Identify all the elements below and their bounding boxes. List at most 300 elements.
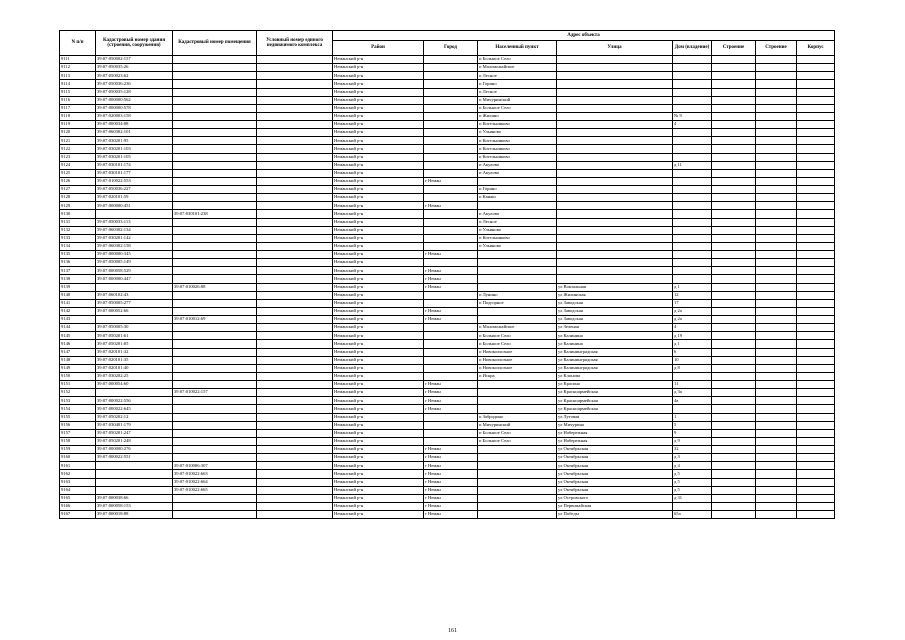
cell-street	[557, 267, 673, 275]
cell-street: ул Октябрьская	[557, 470, 673, 478]
cell-uniq-num	[257, 454, 333, 462]
cell-structure	[756, 283, 797, 291]
cell-district: Неманский р-н	[333, 405, 424, 413]
cell-cad-building: 39:07:050036:236	[96, 80, 173, 88]
cell-uniq-num	[257, 202, 333, 210]
cell-city: г Неман	[424, 446, 478, 454]
table-row	[60, 210, 835, 218]
cell-uniq-num	[257, 104, 333, 112]
cell-city: г Неман	[424, 502, 478, 510]
col-uniq-num-header: Условный номер единого недвижимого комплекса	[257, 31, 333, 56]
cell-corpus	[797, 88, 835, 96]
cell-house	[673, 80, 712, 88]
cell-house: д 2а	[673, 307, 712, 315]
table-row	[60, 64, 835, 72]
cell-corpus	[797, 454, 835, 462]
cell-corpus	[797, 381, 835, 389]
cell-settlement	[478, 470, 557, 478]
cell-cad-room	[173, 332, 257, 340]
cell-district: Неманский р-н	[333, 242, 424, 250]
cell-street	[557, 145, 673, 153]
cell-settlement: п Большое Село	[478, 340, 557, 348]
cell-settlement: п Горино	[478, 186, 557, 194]
cell-settlement: п Акулово	[478, 161, 557, 169]
cell-cad-building	[96, 389, 173, 397]
table-row	[60, 283, 835, 291]
cell-structure	[756, 226, 797, 234]
cell-building	[712, 454, 756, 462]
table-row	[60, 169, 835, 177]
cell-num: 9165	[60, 494, 96, 502]
cell-cad-room	[173, 121, 257, 129]
cell-district: Неманский р-н	[333, 202, 424, 210]
cell-num: 9132	[60, 226, 96, 234]
cell-corpus	[797, 332, 835, 340]
cell-structure	[756, 356, 797, 364]
cell-settlement: п Акулово	[478, 210, 557, 218]
cell-cad-room	[173, 348, 257, 356]
cell-cad-building: 39:07:030201:103	[96, 145, 173, 153]
cell-district: Неманский р-н	[333, 226, 424, 234]
cell-corpus	[797, 324, 835, 332]
cell-structure	[756, 446, 797, 454]
cell-settlement: п Котельниково	[478, 121, 557, 129]
cell-building	[712, 348, 756, 356]
cell-settlement	[478, 251, 557, 259]
cell-district: Неманский р-н	[333, 372, 424, 380]
cell-city: г Неман	[424, 486, 478, 494]
cell-house: д 4	[673, 462, 712, 470]
cell-building	[712, 194, 756, 202]
cell-settlement: п Большое Село	[478, 104, 557, 112]
cell-structure	[756, 381, 797, 389]
cell-cad-building: 39:07:060302:134	[96, 226, 173, 234]
cell-street	[557, 121, 673, 129]
cell-num: 9118	[60, 112, 96, 120]
cell-house	[673, 218, 712, 226]
cell-structure	[756, 502, 797, 510]
cell-uniq-num	[257, 397, 333, 405]
cell-corpus	[797, 202, 835, 210]
cell-building	[712, 364, 756, 372]
table-row	[60, 299, 835, 307]
cell-structure	[756, 202, 797, 210]
cell-num: 9161	[60, 462, 96, 470]
cell-uniq-num	[257, 299, 333, 307]
cell-building	[712, 153, 756, 161]
cell-corpus	[797, 478, 835, 486]
cell-num: 9142	[60, 307, 96, 315]
table-row	[60, 332, 835, 340]
table-row	[60, 348, 835, 356]
cell-settlement: п Маломожайское	[478, 64, 557, 72]
cell-building	[712, 397, 756, 405]
cell-building	[712, 177, 756, 185]
cell-street: ул Заводская	[557, 299, 673, 307]
cell-corpus	[797, 64, 835, 72]
cell-cad-room	[173, 104, 257, 112]
cell-num: 9143	[60, 316, 96, 324]
cell-num: 9130	[60, 210, 96, 218]
cell-street	[557, 112, 673, 120]
cell-settlement: п Искра	[478, 372, 557, 380]
cell-uniq-num	[257, 462, 333, 470]
cell-house	[673, 405, 712, 413]
cell-cad-building: 39:07:020101:35	[96, 356, 173, 364]
cell-house: д 3а	[673, 389, 712, 397]
cell-house: 11	[673, 381, 712, 389]
cell-cad-room	[173, 397, 257, 405]
cell-district: Неманский р-н	[333, 129, 424, 137]
cell-house	[673, 372, 712, 380]
cell-building	[712, 494, 756, 502]
cell-settlement: п Мичуринский	[478, 421, 557, 429]
table-row	[60, 72, 835, 80]
cell-city	[424, 194, 478, 202]
cell-corpus	[797, 226, 835, 234]
cell-num: 9137	[60, 267, 96, 275]
cell-district: Неманский р-н	[333, 80, 424, 88]
cell-district: Неманский р-н	[333, 259, 424, 267]
cell-city	[424, 226, 478, 234]
cell-structure	[756, 348, 797, 356]
cell-street	[557, 137, 673, 145]
cell-city	[424, 332, 478, 340]
cell-uniq-num	[257, 88, 333, 96]
cell-cad-room	[173, 234, 257, 242]
cell-city	[424, 169, 478, 177]
table-row	[60, 413, 835, 421]
cell-house	[673, 145, 712, 153]
cell-cad-room	[173, 446, 257, 454]
cell-house	[673, 88, 712, 96]
cell-cad-building: 39:07:030101:177	[96, 169, 173, 177]
cell-cad-building: 39:07:050201:61	[96, 332, 173, 340]
cell-corpus	[797, 511, 835, 519]
cell-street: ул Набережная	[557, 437, 673, 445]
table-row	[60, 511, 835, 519]
cell-cad-building: 39:07:050202:12	[96, 413, 173, 421]
cell-cad-building: 39:07:050005:277	[96, 299, 173, 307]
cell-cad-room	[173, 145, 257, 153]
cell-structure	[756, 307, 797, 315]
cell-building	[712, 446, 756, 454]
cell-corpus	[797, 267, 835, 275]
cell-corpus	[797, 80, 835, 88]
cell-structure	[756, 186, 797, 194]
cell-cad-building: 39:07:030201:142	[96, 234, 173, 242]
cell-city: г Неман	[424, 251, 478, 259]
cell-corpus	[797, 316, 835, 324]
cell-district: Неманский р-н	[333, 429, 424, 437]
cell-num: 9111	[60, 56, 96, 64]
table-row	[60, 267, 835, 275]
cell-structure	[756, 397, 797, 405]
table-row	[60, 364, 835, 372]
cell-uniq-num	[257, 332, 333, 340]
cell-corpus	[797, 283, 835, 291]
cell-cad-room	[173, 56, 257, 64]
cell-street: ул Жилинская	[557, 291, 673, 299]
cell-cad-room	[173, 356, 257, 364]
cell-num: 9129	[60, 202, 96, 210]
col-structure-header: Строение	[756, 41, 797, 56]
cell-structure	[756, 372, 797, 380]
cell-city	[424, 210, 478, 218]
table-row	[60, 502, 835, 510]
cell-uniq-num	[257, 413, 333, 421]
cell-uniq-num	[257, 340, 333, 348]
cell-city	[424, 96, 478, 104]
cell-house: 5	[673, 421, 712, 429]
cell-house	[673, 104, 712, 112]
cell-uniq-num	[257, 161, 333, 169]
cell-building	[712, 64, 756, 72]
cell-uniq-num	[257, 478, 333, 486]
cell-street: ул Калининградская	[557, 364, 673, 372]
cell-cad-room	[173, 324, 257, 332]
table-row	[60, 429, 835, 437]
cell-corpus	[797, 340, 835, 348]
cell-settlement	[478, 177, 557, 185]
cell-cad-building: 39:07:000000:578	[96, 104, 173, 112]
cell-structure	[756, 511, 797, 519]
col-num-header: N п/п	[60, 31, 96, 56]
table-row	[60, 251, 835, 259]
cell-settlement: п Большое Село	[478, 332, 557, 340]
cell-house: 17	[673, 299, 712, 307]
cell-corpus	[797, 96, 835, 104]
cell-street: ул Красноармейская	[557, 389, 673, 397]
cell-uniq-num	[257, 56, 333, 64]
cell-uniq-num	[257, 291, 333, 299]
cell-city	[424, 153, 478, 161]
cell-building	[712, 413, 756, 421]
cell-street: ул Калинина	[557, 332, 673, 340]
cell-street	[557, 242, 673, 250]
cell-cad-building: 39:07:010022:553	[96, 177, 173, 185]
cell-city: г Неман	[424, 381, 478, 389]
cell-house: д 1	[673, 283, 712, 291]
cell-corpus	[797, 251, 835, 259]
cell-num: 9141	[60, 299, 96, 307]
cell-num: 9139	[60, 283, 96, 291]
cell-settlement: п Ульяново	[478, 226, 557, 234]
cell-building	[712, 462, 756, 470]
cell-cad-room	[173, 381, 257, 389]
cell-corpus	[797, 291, 835, 299]
cell-district: Неманский р-н	[333, 470, 424, 478]
cell-street: ул Луговая	[557, 413, 673, 421]
cell-district: Неманский р-н	[333, 356, 424, 364]
cell-cad-room	[173, 275, 257, 283]
cell-street: ул Вокзальная	[557, 283, 673, 291]
cell-house: д 5	[673, 478, 712, 486]
cell-structure	[756, 324, 797, 332]
cell-settlement: п Котельниково	[478, 137, 557, 145]
cell-cad-building: 39:07:000052:66	[96, 307, 173, 315]
table-row	[60, 234, 835, 242]
cell-building	[712, 307, 756, 315]
cell-structure	[756, 210, 797, 218]
cell-district: Неманский р-н	[333, 283, 424, 291]
cell-corpus	[797, 161, 835, 169]
cell-district: Неманский р-н	[333, 364, 424, 372]
cell-cad-building: 39:07:060302:101	[96, 129, 173, 137]
table-row	[60, 397, 835, 405]
cell-cad-room	[173, 129, 257, 137]
cell-cad-room	[173, 88, 257, 96]
cell-num: 9114	[60, 80, 96, 88]
cell-structure	[756, 259, 797, 267]
cell-structure	[756, 129, 797, 137]
cell-uniq-num	[257, 381, 333, 389]
cell-uniq-num	[257, 259, 333, 267]
cell-num: 9113	[60, 72, 96, 80]
cell-uniq-num	[257, 112, 333, 120]
cell-num: 9116	[60, 96, 96, 104]
cell-uniq-num	[257, 486, 333, 494]
cell-corpus	[797, 429, 835, 437]
cell-cad-building	[96, 210, 173, 218]
table-row	[60, 291, 835, 299]
cell-district: Неманский р-н	[333, 478, 424, 486]
cell-corpus	[797, 470, 835, 478]
cell-house	[673, 153, 712, 161]
cell-district: Неманский р-н	[333, 275, 424, 283]
cell-street: ул Мичурина	[557, 421, 673, 429]
cell-building	[712, 186, 756, 194]
cell-cad-room	[173, 307, 257, 315]
cell-street: ул Октябрьская	[557, 446, 673, 454]
cell-city	[424, 421, 478, 429]
cell-building	[712, 283, 756, 291]
cell-building	[712, 478, 756, 486]
cell-corpus	[797, 405, 835, 413]
cell-cad-building: 39:07:030401:179	[96, 421, 173, 429]
cell-city	[424, 259, 478, 267]
cell-cad-building: 39:07:000058:153	[96, 502, 173, 510]
cell-district: Неманский р-н	[333, 348, 424, 356]
cell-building	[712, 356, 756, 364]
cell-structure	[756, 64, 797, 72]
cell-street: ул Заводская	[557, 307, 673, 315]
table-row	[60, 153, 835, 161]
cell-cad-room	[173, 72, 257, 80]
cell-district: Неманский р-н	[333, 340, 424, 348]
cell-city	[424, 372, 478, 380]
cell-district: Неманский р-н	[333, 234, 424, 242]
cell-cad-building: 39:07:000000:451	[96, 202, 173, 210]
cell-settlement: п Лесное	[478, 72, 557, 80]
table-row	[60, 454, 835, 462]
cell-district: Неманский р-н	[333, 161, 424, 169]
cell-city: г Неман	[424, 470, 478, 478]
cell-num: 9145	[60, 332, 96, 340]
cell-num: 9125	[60, 169, 96, 177]
cell-street	[557, 210, 673, 218]
cell-uniq-num	[257, 502, 333, 510]
cell-street: ул Набережная	[557, 429, 673, 437]
cell-settlement	[478, 502, 557, 510]
cell-uniq-num	[257, 177, 333, 185]
cell-corpus	[797, 218, 835, 226]
cell-structure	[756, 80, 797, 88]
cell-structure	[756, 421, 797, 429]
cell-cad-room	[173, 194, 257, 202]
cell-cad-room	[173, 153, 257, 161]
cell-city	[424, 121, 478, 129]
cell-city: г Неман	[424, 511, 478, 519]
cell-district: Неманский р-н	[333, 137, 424, 145]
cell-house: 4	[673, 324, 712, 332]
cell-settlement	[478, 381, 557, 389]
table-row	[60, 494, 835, 502]
cell-cad-room	[173, 169, 257, 177]
cell-num: 9147	[60, 348, 96, 356]
cell-house: 1	[673, 413, 712, 421]
cell-street: ул Калининградская	[557, 348, 673, 356]
cell-city	[424, 72, 478, 80]
cell-num: 9159	[60, 446, 96, 454]
cell-structure	[756, 96, 797, 104]
cell-district: Неманский р-н	[333, 153, 424, 161]
cell-house: д 2а	[673, 316, 712, 324]
cell-cad-building: 39:07:000000:562	[96, 96, 173, 104]
cell-district: Неманский р-н	[333, 486, 424, 494]
cell-num: 9131	[60, 218, 96, 226]
cell-city: г Неман	[424, 454, 478, 462]
cell-corpus	[797, 275, 835, 283]
cell-cad-room: 39:07:010022:663	[173, 470, 257, 478]
cell-uniq-num	[257, 364, 333, 372]
cell-cad-building: 39:07:020101:32	[96, 348, 173, 356]
cell-corpus	[797, 242, 835, 250]
cell-district: Неманский р-н	[333, 502, 424, 510]
cell-structure	[756, 413, 797, 421]
cell-corpus	[797, 446, 835, 454]
table-row	[60, 259, 835, 267]
cell-building	[712, 511, 756, 519]
cell-street: ул Островского	[557, 494, 673, 502]
cell-district: Неманский р-н	[333, 494, 424, 502]
cell-building	[712, 202, 756, 210]
cell-house: 10	[673, 356, 712, 364]
cell-corpus	[797, 307, 835, 315]
cell-corpus	[797, 104, 835, 112]
cell-building	[712, 169, 756, 177]
cell-corpus	[797, 413, 835, 421]
cell-corpus	[797, 112, 835, 120]
cell-city: г Неман	[424, 177, 478, 185]
cell-structure	[756, 169, 797, 177]
cell-corpus	[797, 494, 835, 502]
cell-house: д 5	[673, 486, 712, 494]
cell-structure	[756, 494, 797, 502]
cell-cad-room	[173, 226, 257, 234]
cell-city	[424, 145, 478, 153]
cell-num: 9135	[60, 251, 96, 259]
cell-house	[673, 234, 712, 242]
cell-structure	[756, 72, 797, 80]
cell-cad-building: 39:07:020101:59	[96, 194, 173, 202]
table-row	[60, 186, 835, 194]
cell-district: Неманский р-н	[333, 121, 424, 129]
cell-street	[557, 169, 673, 177]
cell-structure	[756, 112, 797, 120]
cell-building	[712, 332, 756, 340]
cell-corpus	[797, 437, 835, 445]
